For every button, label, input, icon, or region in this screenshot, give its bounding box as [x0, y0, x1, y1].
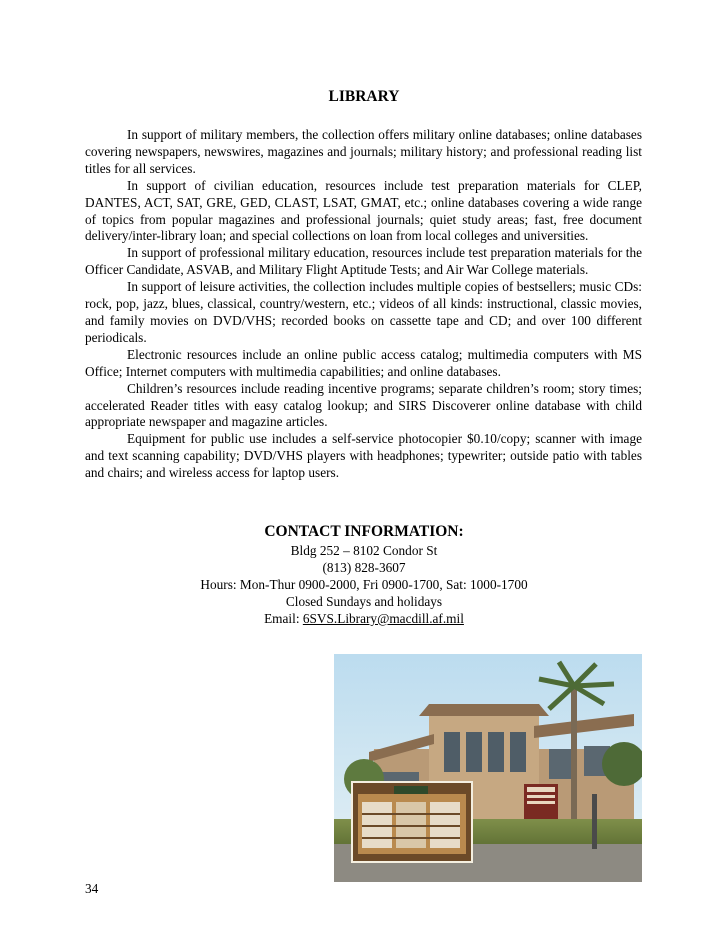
- contact-email-label: Email:: [264, 611, 303, 626]
- page-number: 34: [85, 881, 99, 896]
- contact-heading: CONTACT INFORMATION:: [264, 523, 464, 540]
- library-building-photo: [334, 654, 642, 882]
- contact-block: [0, 542, 728, 627]
- paragraph-civilian-education: In support of civilian education, resources include test preparation materials for CLEP, DANTES, ACT, SAT, GRE, GED, CLAST, LSAT, GMAT, etc.; online databases covering a wide range of topics from popular magazines and professional journals; quiet study areas; fast, free document delivery/inter-library loan; and special collections on loan from local colleges and universities.: [85, 177, 642, 244]
- paragraph-professional-military-education: In support of professional military education, resources include test preparation materials for the Officer Candidate, ASVAB, and Military Flight Aptitude Tests; and Air War College materials.: [85, 245, 642, 278]
- paragraph-equipment: Equipment for public use includes a self-service photocopier $0.10/copy; scanner with image and text scanning capability; DVD/VHS players with headphones; typewriter; outside patio with tables and chairs; and wireless access for laptop users.: [85, 431, 642, 481]
- contact-address: Bldg 252 – 8102 Condor St: [290, 543, 438, 558]
- contact-email-line: [0, 610, 728, 627]
- body-text: [85, 127, 642, 482]
- contact-phone: (813) 828-3607: [322, 560, 406, 575]
- page-title: LIBRARY: [328, 88, 400, 105]
- paragraph-leisure-activities: In support of leisure activities, the collection includes multiple copies of bestsellers; music CDs: rock, pop, jazz, blues, classical, country/western, etc.; videos of all kinds: instructional, classic movies, and family movies on DVD/VHS; recorded books on cassette tape and CD; and over 100 different periodicals.: [85, 279, 642, 345]
- contact-hours: Hours: Mon-Thur 0900-2000, Fri 0900-1700, Sat: 1000-1700: [200, 577, 528, 592]
- contact-email-link[interactable]: 6SVS.Library@macdill.af.mil: [302, 611, 464, 626]
- contact-closed: Closed Sundays and holidays: [285, 594, 443, 609]
- paragraph-military-members: In support of military members, the collection offers military online databases; online databases covering newspapers, newswires, magazines and journals; military history; and professional reading list titles for all services.: [85, 127, 642, 176]
- paragraph-childrens-resources: Children’s resources include reading incentive programs; separate children’s room; story times; accelerated Reader titles with easy catalog lookup; and SIRS Discoverer online database with child appropriate newspaper and magazine articles.: [85, 380, 642, 430]
- paragraph-electronic-resources: Electronic resources include an online public access catalog; multimedia computers with MS Office; Internet computers with multimedia capabilities; and online databases.: [85, 346, 642, 379]
